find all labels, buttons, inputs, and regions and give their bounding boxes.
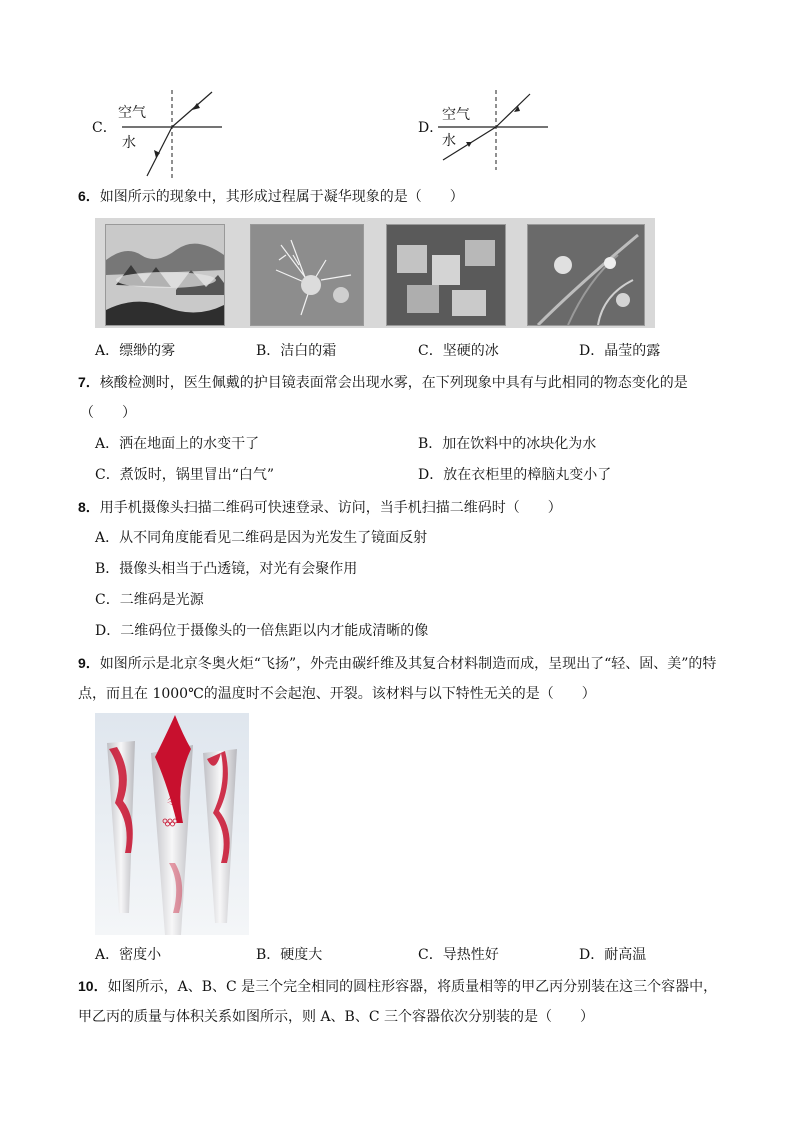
question-text: 如图所示的现象中，其形成过程属于凝华现象的是（ ） — [99, 189, 464, 205]
option-c[interactable]: C．坚硬的冰 — [418, 343, 499, 359]
water-label: 水 — [442, 133, 456, 149]
question-number: 7． — [78, 374, 100, 390]
q5-option-c — [92, 90, 232, 180]
fog-photo — [105, 224, 225, 326]
olympic-torch-image — [95, 713, 249, 935]
question-text: 如图所示是北京冬奥火炬“飞扬”，外壳由碳纤维及其复合材料制造而成，呈现出了“轻、固、美”的特 — [99, 656, 717, 672]
question-number: 8． — [78, 499, 100, 515]
question-number: 9． — [78, 655, 100, 671]
option-c[interactable]: C．导热性好 — [418, 947, 499, 963]
q6-stem — [78, 186, 464, 207]
frost-photo — [250, 224, 364, 326]
q7-option-a[interactable]: A．洒在地面上的水变干了 — [95, 436, 260, 452]
question-text: 用手机摄像头扫描二维码可快速登录、访问，当手机扫描二维码时（ ） — [99, 500, 562, 516]
q7-option-c[interactable]: C．煮饭时，锅里冒出“白气” — [95, 467, 275, 483]
option-a[interactable]: A．密度小 — [95, 947, 162, 963]
question-text: 核酸检测时，医生佩戴的护目镜表面常会出现水雾，在下列现象中具有与此相同的物态变化的是 — [99, 375, 688, 391]
q7-stem-line2: （ ） — [80, 405, 136, 421]
q10-stem-line2: 甲乙丙的质量与体积关系如图所示，则 A、B、C 三个容器依次分别装的是（ ） — [78, 1009, 595, 1025]
q9-options — [95, 945, 715, 967]
option-b[interactable]: B．洁白的霜 — [256, 343, 337, 359]
option-letter: C． — [92, 120, 117, 136]
dew-photo — [527, 224, 645, 326]
svg-text:冬: 冬 — [167, 797, 177, 808]
option-a[interactable]: A．缥缈的雾 — [95, 343, 176, 359]
q7-stem-line1 — [78, 372, 688, 393]
question-text: 如图所示，A、B、C 是三个完全相同的圆柱形容器，将质量相等的甲乙丙分别装在这三个容器中， — [107, 979, 718, 995]
question-number: 6． — [78, 188, 100, 204]
option-letter: D． — [418, 120, 444, 136]
q9-stem-line2: 点，而且在 1000℃的温度时不会起泡、开裂。该材料与以下特性无关的是（ ） — [78, 686, 596, 702]
q10-stem-line1 — [78, 976, 717, 997]
q8-option-c[interactable]: C．二维码是光源 — [95, 592, 204, 608]
air-label: 空气 — [442, 107, 470, 123]
water-label: 水 — [122, 135, 136, 151]
option-d[interactable]: D．晶莹的露 — [579, 343, 661, 359]
air-label: 空气 — [118, 105, 146, 121]
q8-option-a[interactable]: A．从不同角度能看见二维码是因为光发生了镜面反射 — [95, 530, 428, 546]
q6-options — [95, 341, 715, 363]
option-b[interactable]: B．硬度大 — [256, 947, 323, 963]
q7-option-d[interactable]: D．放在衣柜里的樟脑丸变小了 — [418, 467, 612, 483]
q6-photo-strip — [95, 218, 655, 328]
q8-stem — [78, 497, 562, 518]
ice-photo — [386, 224, 506, 326]
option-d[interactable]: D．耐高温 — [579, 947, 647, 963]
q8-option-d[interactable]: D．二维码位于摄像头的一倍焦距以内才能成清晰的像 — [95, 623, 429, 639]
q5-option-d — [418, 90, 558, 180]
q9-stem-line1 — [78, 653, 716, 674]
q8-option-b[interactable]: B．摄像头相当于凸透镜，对光有会聚作用 — [95, 561, 358, 577]
q7-option-b[interactable]: B．加在饮料中的冰块化为水 — [418, 436, 597, 452]
question-number: 10． — [78, 978, 108, 994]
